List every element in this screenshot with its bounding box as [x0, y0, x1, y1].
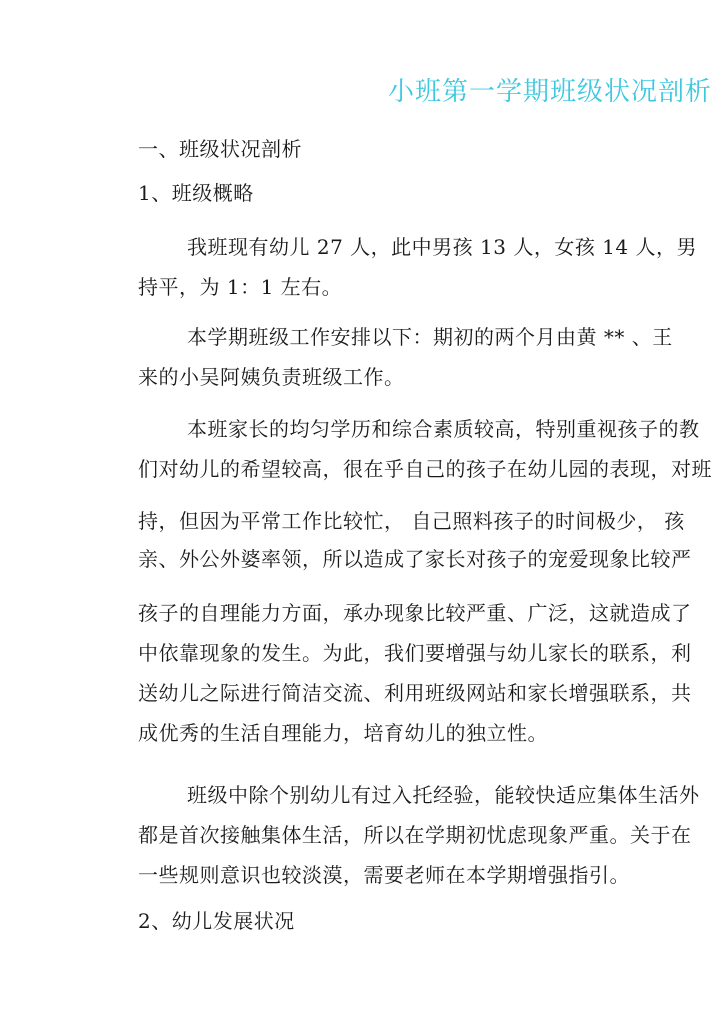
paragraph-line: 成优秀的生活自理能力，培育幼儿的独立性。 [138, 721, 548, 745]
paragraph-line: 持平，为 1：1 左右。 [138, 275, 343, 299]
paragraph-line: 班级中除个别幼儿有过入托经验，能较快适应集体生活外 [187, 783, 700, 807]
subsection-heading: 1、班级概略 [138, 181, 254, 205]
paragraph-line: 来的小吴阿姨负责班级工作。 [138, 365, 405, 389]
paragraph-line: 我班现有幼儿 27 人，此中男孩 13 人，女孩 14 人，男 [187, 235, 697, 259]
section-heading: 一、班级状况剖析 [138, 137, 302, 161]
paragraph-line: 本学期班级工作安排以下：期初的两个月由黄 ** 、王 [187, 325, 673, 349]
paragraph-line: 一些规则意识也较淡漠，需要老师在本学期增强指引。 [138, 863, 630, 887]
paragraph-line: 持，但因为平常工作比较忙， 自己照料孩子的时间极少， 孩 [138, 509, 685, 533]
paragraph-line: 孩子的自理能力方面，承办现象比较严重、广泛，这就造成了 [138, 601, 692, 625]
paragraph-line: 都是首次接触集体生活，所以在学期初忧虑现象严重。关于在 [138, 823, 692, 847]
document-title: 小班第一学期班级状况剖析 [388, 77, 713, 107]
paragraph-line: 送幼儿之际进行简洁交流、利用班级网站和家长增强联系，共 [138, 681, 692, 705]
paragraph-line: 中依靠现象的发生。为此，我们要增强与幼儿家长的联系，利 [138, 641, 692, 665]
paragraph-line: 本班家长的均匀学历和综合素质较高，特别重视孩子的教 [187, 417, 700, 441]
paragraph-line: 亲、外公外婆率领，所以造成了家长对孩子的宠爱现象比较严 [138, 547, 692, 571]
paragraph-line: 们对幼儿的希望较高，很在乎自己的孩子在幼儿园的表现，对班 [138, 457, 712, 481]
subsection-heading: 2、幼儿发展状况 [138, 909, 295, 933]
